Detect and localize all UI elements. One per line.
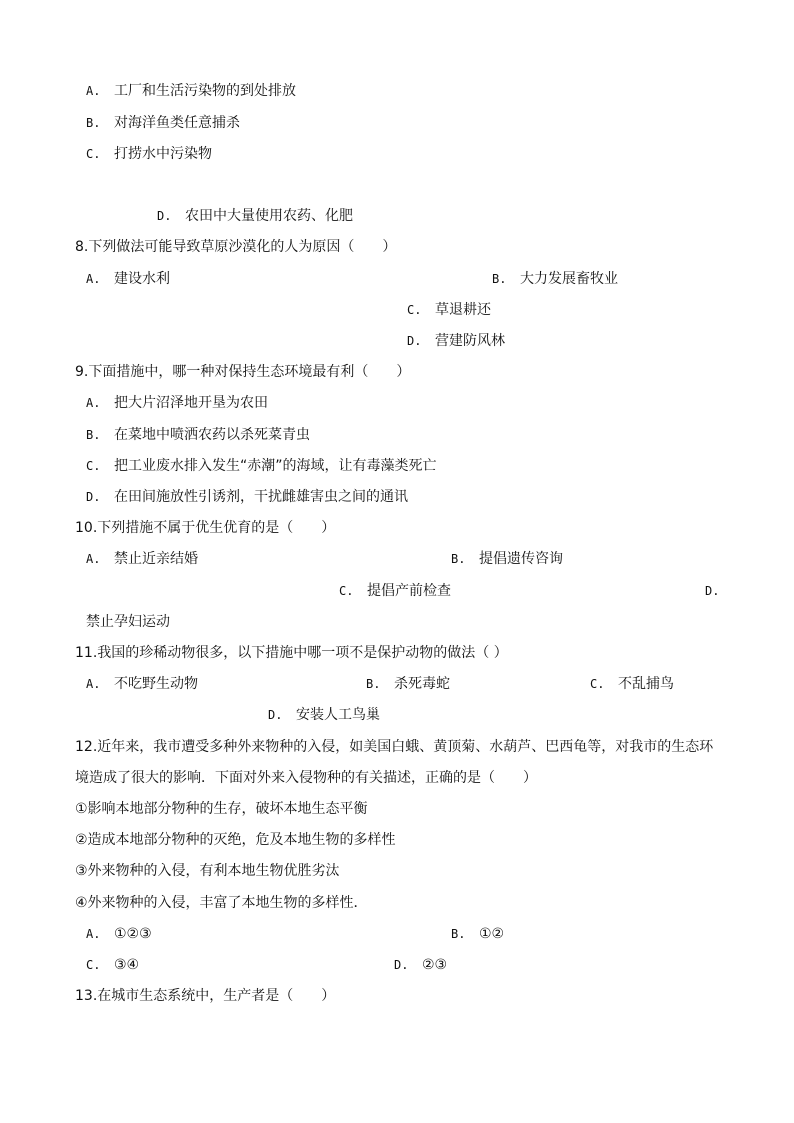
option-letter: D. — [394, 958, 409, 972]
option-letter: C. — [86, 459, 101, 473]
q11-option-b — [366, 675, 450, 693]
option-text: 农田中大量使用农药、化肥 — [185, 208, 353, 224]
question-9-stem: 9.下面措施中，哪一种对保持生态环境最有利（ ） — [75, 364, 411, 380]
option-letter: B. — [451, 552, 466, 566]
q7-option-c — [86, 145, 212, 163]
option-text: 不乱捕鸟 — [618, 676, 674, 692]
option-text: 建设水利 — [114, 271, 170, 287]
q8-option-a — [86, 270, 170, 288]
option-letter: B. — [492, 272, 507, 286]
option-letter: D. — [705, 584, 720, 598]
option-text: 杀死毒蛇 — [394, 676, 450, 692]
option-letter: A. — [86, 677, 101, 691]
option-text: 提倡产前检查 — [367, 583, 451, 599]
option-text: 大力发展畜牧业 — [520, 271, 618, 287]
option-letter: D. — [86, 490, 101, 504]
option-text: 在田间施放性引诱剂，干扰雌雄害虫之间的通讯 — [114, 489, 408, 505]
option-letter: B. — [86, 116, 101, 130]
option-letter: A. — [86, 84, 101, 98]
q10-option-c — [339, 582, 451, 600]
option-text: 不吃野生动物 — [114, 676, 198, 692]
q12-statement-2: ②造成本地部分物种的灭绝，危及本地生物的多样性 — [75, 832, 396, 848]
q10-option-b — [451, 550, 563, 568]
question-13-stem: 13.在城市生态系统中，生产者是（ ） — [75, 988, 336, 1004]
option-letter: A. — [86, 927, 101, 941]
option-letter: C. — [590, 677, 605, 691]
option-letter: A. — [86, 552, 101, 566]
q12-statement-3: ③外来物种的入侵，有利本地生物优胜劣汰 — [75, 863, 340, 879]
q9-option-d — [86, 488, 408, 506]
question-10-stem: 10.下列措施不属于优生优育的是（ ） — [75, 520, 336, 536]
q11-option-a — [86, 675, 198, 693]
option-letter: B. — [86, 428, 101, 442]
option-text: 打捞水中污染物 — [114, 146, 212, 162]
option-text: 把工业废水排入发生“赤潮”的海域，让有毒藻类死亡 — [114, 458, 437, 474]
q9-option-b — [86, 426, 310, 444]
q7-option-b — [86, 114, 240, 132]
option-text: 提倡遗传咨询 — [479, 551, 563, 567]
q12-option-c — [86, 956, 139, 974]
q12-statement-4: ④外来物种的入侵，丰富了本地生物的多样性． — [75, 895, 368, 911]
option-letter: C. — [86, 147, 101, 161]
question-12-stem-line1: 12.近年来，我市遭受多种外来物种的入侵，如美国白蛾、黄顶菊、水葫芦、巴西龟等，对我市的生态环 — [75, 739, 714, 755]
q9-option-c — [86, 457, 437, 475]
q8-option-d — [407, 332, 505, 350]
option-letter: B. — [451, 927, 466, 941]
option-text: ③④ — [114, 957, 140, 973]
question-11-stem: 11.我国的珍稀动物很多，以下措施中哪一项不是保护动物的做法（ ） — [75, 645, 508, 661]
option-text: 对海洋鱼类任意捕杀 — [114, 115, 240, 131]
option-letter: D. — [407, 334, 422, 348]
option-letter: A. — [86, 272, 101, 286]
q12-statement-1: ①影响本地部分物种的生存，破坏本地生态平衡 — [75, 801, 368, 817]
option-letter: D. — [157, 209, 172, 223]
q11-option-c — [590, 675, 674, 693]
option-letter: D. — [268, 708, 283, 722]
question-12-stem-line2: 境造成了很大的影响．下面对外来入侵物种的有关描述，正确的是（ ） — [75, 770, 537, 786]
option-letter: C. — [86, 958, 101, 972]
q8-option-b — [492, 270, 618, 288]
q7-option-d — [157, 207, 353, 225]
option-letter: C. — [407, 303, 422, 317]
q12-option-b — [451, 925, 504, 943]
option-text: ①② — [479, 926, 505, 942]
q9-option-a — [86, 394, 268, 412]
option-text: 禁止近亲结婚 — [114, 551, 198, 567]
option-text: 草退耕还 — [435, 302, 491, 318]
option-text: 安装人工鸟巢 — [296, 707, 380, 723]
option-text: ②③ — [422, 957, 448, 973]
q11-option-d — [268, 706, 380, 724]
option-letter: A. — [86, 396, 101, 410]
option-text: 把大片沼泽地开垦为农田 — [114, 395, 268, 411]
q10-option-a — [86, 550, 198, 568]
option-text: 在菜地中喷洒农药以杀死菜青虫 — [114, 427, 310, 443]
option-letter: B. — [366, 677, 381, 691]
q8-option-c — [407, 301, 491, 319]
q10-option-d-letter — [705, 582, 733, 600]
question-8-stem: 8.下列做法可能导致草原沙漠化的人为原因（ ） — [75, 239, 397, 255]
q12-option-d — [394, 956, 447, 974]
option-text: 营建防风林 — [435, 333, 505, 349]
option-letter: C. — [339, 584, 354, 598]
q12-option-a — [86, 925, 152, 943]
option-text: 工厂和生活污染物的到处排放 — [114, 83, 296, 99]
option-text: ①②③ — [114, 926, 152, 942]
q7-option-a — [86, 82, 296, 100]
q10-option-d-text: 禁止孕妇运动 — [86, 614, 170, 630]
